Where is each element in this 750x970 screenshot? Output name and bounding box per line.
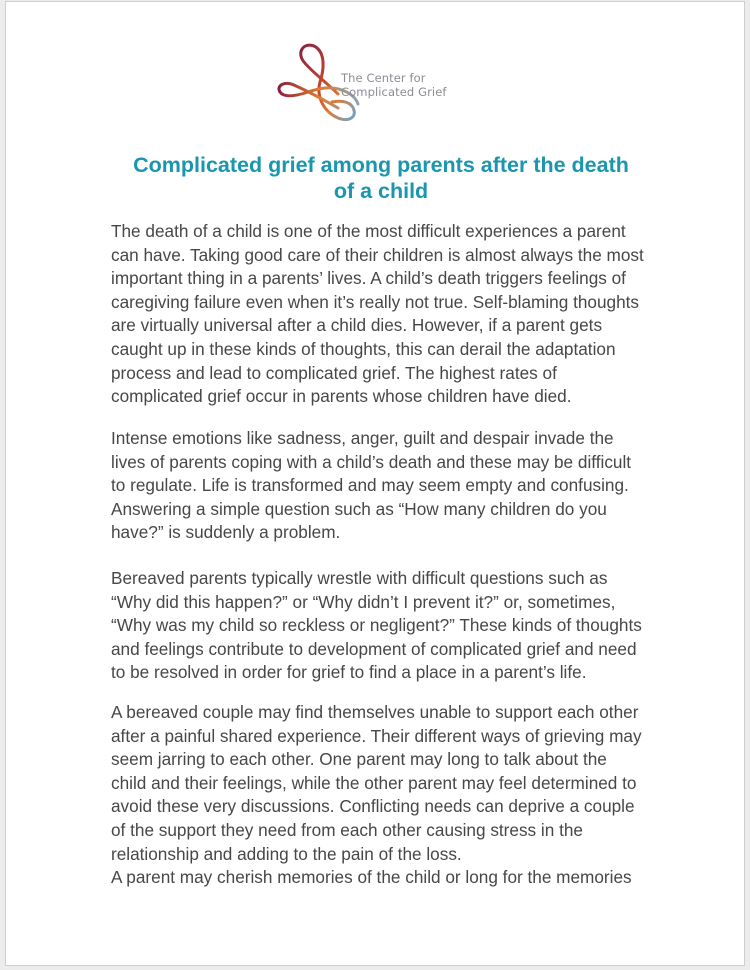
paragraph-line: after a painful shared experience. Their different ways of grieving may [111, 725, 642, 746]
paragraph-line: to be resolved in order for grief to find a place in a parent’s life. [111, 662, 587, 683]
paragraph-line: process and lead to complicated grief. The highest rates of [111, 362, 557, 383]
document-page [5, 1, 745, 966]
paragraph-line: relationship and adding to the pain of the loss. [111, 843, 462, 864]
paragraph-line: The death of a child is one of the most difficult experiences a parent [111, 221, 626, 241]
title-line-1: Complicated grief among parents after the death [133, 153, 629, 177]
paragraph-line: complicated grief occur in parents whose children have died. [111, 386, 572, 407]
paragraph-line: child and their feelings, while the other parent may feel determined to [111, 772, 637, 793]
paragraph-line: Answering a simple question such as “How many children do you [111, 498, 607, 519]
logo-line-2: Complicated Grief [341, 85, 447, 99]
paragraph-2 [111, 427, 671, 545]
paragraph-line: avoid these very discussions. Conflicting needs can deprive a couple [111, 796, 635, 817]
paragraph-line: lives of parents coping with a child’s death and these may be difficult [111, 451, 632, 472]
paragraph-3 [111, 567, 671, 685]
paragraph-line: seem jarring to each other. One parent may long to talk about the [111, 749, 607, 770]
paragraph-line: and feelings contribute to development of complicated grief and need [111, 638, 637, 659]
title-line-2: of a child [333, 179, 429, 203]
paragraph-line: of the support they need from each other causing stress in the [111, 819, 583, 840]
paragraph-line: are virtually universal after a child dies. However, if a parent gets [111, 315, 603, 336]
paragraph-line: A bereaved couple may find themselves unable to support each other [111, 702, 639, 722]
paragraph-1 [111, 220, 671, 409]
paragraph-line: “Why did this happen?” or “Why didn’t I prevent it?” or, sometimes, [111, 591, 616, 612]
paragraph-line: important thing in a parents’ lives. A child’s death triggers feelings of [111, 268, 626, 289]
page-title [106, 152, 656, 204]
paragraph-line: can have. Taking good care of their children is almost always the most [111, 244, 644, 265]
paragraph-line: caregiving failure even when it’s really not true. Self-blaming thoughts [111, 291, 640, 312]
paragraph-line: Bereaved parents typically wrestle with difficult questions such as [111, 568, 608, 588]
paragraph-line: “Why was my child so reckless or negligent?” These kinds of thoughts [111, 615, 642, 636]
paragraph-line: caught up in these kinds of thoughts, this can derail the adaptation [111, 338, 616, 359]
paragraph-line: Intense emotions like sadness, anger, guilt and despair invade the [111, 428, 614, 448]
paragraph-line: A parent may cherish memories of the child or long for the memories [111, 867, 632, 888]
logo-line-1: The Center for [341, 71, 426, 85]
logo-wordmark [341, 71, 447, 99]
paragraph-4 [111, 701, 671, 890]
paragraph-line: have?” is suddenly a problem. [111, 522, 341, 543]
center-for-complicated-grief-logo [276, 42, 506, 137]
paragraph-line: to regulate. Life is transformed and may seem empty and confusing. [111, 475, 629, 496]
